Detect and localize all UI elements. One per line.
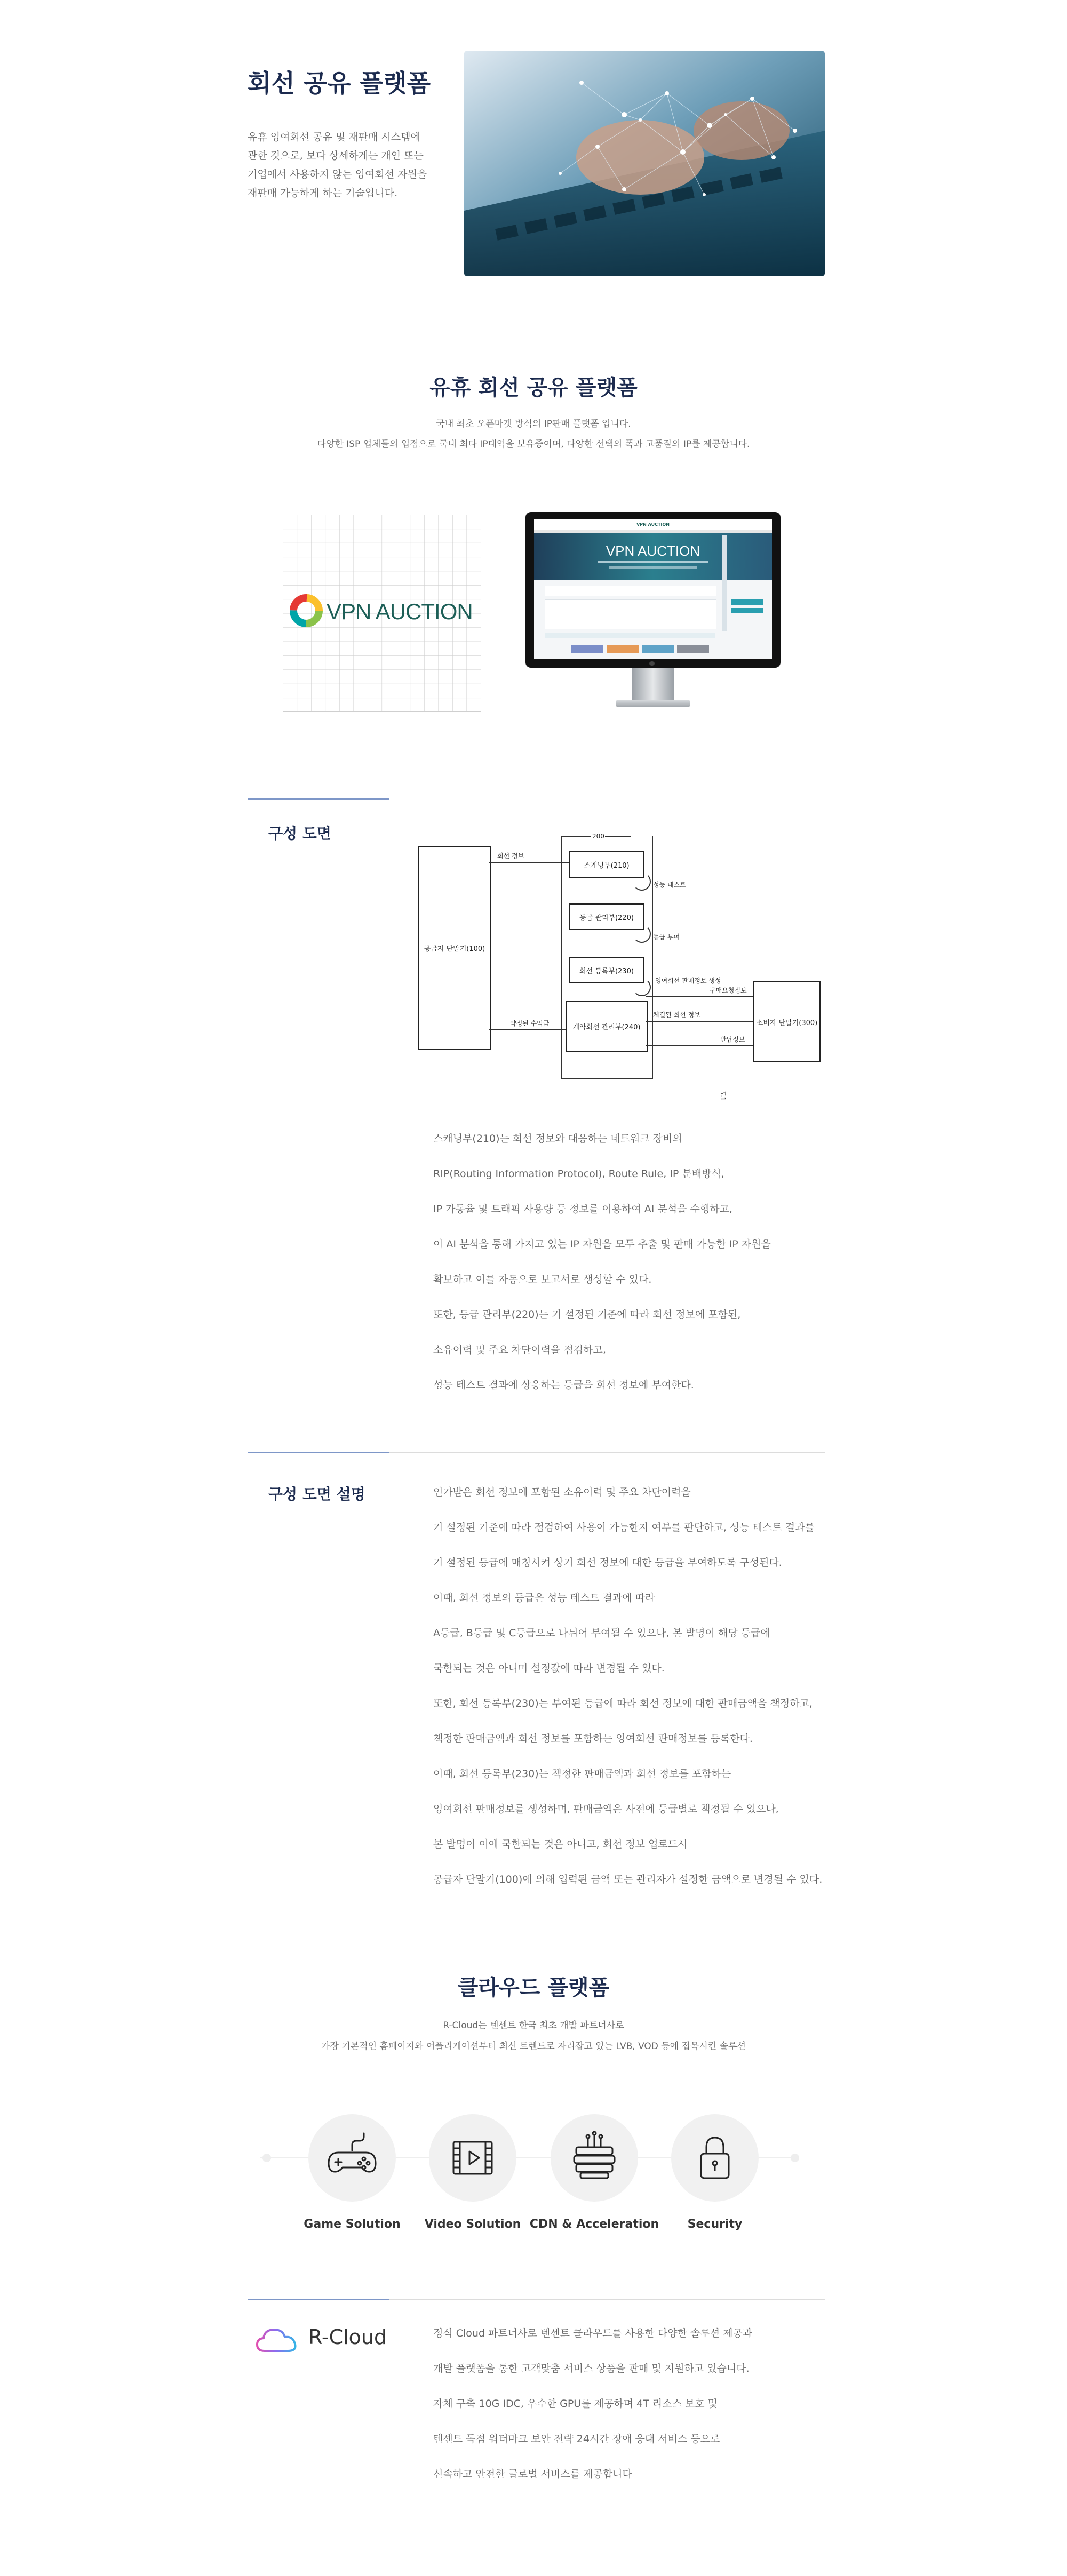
diagram-consumer-terminal: 소비자 단말기(300)	[753, 981, 821, 1062]
r-cloud-logo-icon	[255, 2325, 300, 2355]
diagram-supplier-terminal: 공급자 단말기(100)	[418, 846, 491, 1050]
cloud-subtitle-line: R-Cloud는 텐센트 한국 최초 개발 파트너사로	[443, 2020, 624, 2031]
diagram-label-200: 200	[592, 833, 604, 840]
video-icon	[429, 2114, 516, 2202]
diagram-label-revenue: 약정된 수익금	[510, 1020, 550, 1027]
connector-dot	[262, 2154, 271, 2162]
page-title: 회선 공유 플랫폼	[248, 69, 431, 98]
diagram-label-purchase-request: 구매요청정보	[710, 987, 747, 994]
diagram-label-grade-assign: 등급 부여	[653, 933, 680, 941]
cdn-acceleration-item[interactable]	[551, 2114, 638, 2202]
game-solution-label: Game Solution	[304, 2218, 401, 2231]
diagram-scanner: 스캐닝부(210)	[569, 851, 644, 878]
idle-subtitle-line: 다양한 ISP 업체들의 입점으로 국내 최다 IP대역을 보유중이며, 다양한 선택의 폭과 고품질의 IP를 제공합니다.	[317, 439, 750, 450]
diagram-grade-manager: 등급 관리부(220)	[569, 903, 644, 930]
vpn-auction-logo-text: VPN AUCTION	[327, 599, 473, 624]
intro-description: 유휴 잉여회선 공유 및 재판매 시스템에 관한 것으로, 보다 상세하게는 개인 또는 기업에서 사용하지 않는 잉여회선 자원을 재판매 가능하게 하는 기술입니다.	[248, 131, 427, 199]
cdn-acceleration-label: CDN & Acceleration	[529, 2218, 659, 2231]
laptop-hero-image	[464, 51, 825, 276]
cloud-subtitle-line: 가장 기본적인 홈페이지와 어플리케이션부터 최신 트렌드로 자리잡고 있는 LVB, VOD 등에 접목시킨 솔루션	[321, 2041, 746, 2052]
diagram-figure-label: 도1	[719, 1090, 727, 1101]
cloud-section-title: 클라우드 플랫폼	[457, 1975, 610, 2000]
r-cloud-description: 정식 Cloud 파트너사로 텐센트 클라우드를 사용한 다양한 솔루션 제공과 개발 플랫폼을 통한 고객맞춤 서비스 상품을 판매 및 지원하고 있습니다. 자체 구축 10G IDC, 우수한 GPU를 제공하며 4T 리소스 보호 및 텐센트 독점 워터마크 보안 전략 24시간 장애 응대 서비스 등으로 신속하고 안전한 글로벌 서비스를 제공합니다	[433, 2327, 753, 2480]
game-solution-item[interactable]	[308, 2114, 396, 2202]
section-divider	[248, 798, 389, 800]
system-diagram	[418, 831, 824, 1114]
diagram-description: 스캐닝부(210)는 회선 정보와 대응하는 네트워크 장비의 RIP(Routing Information Protocol), Route Rule, IP 분배방식, IP 가동율 및 트래픽 사용량 등 정보를 이용하여 AI 분석을 수행하고, 이 AI 분석을 통해 가지고 있는 IP 자원을 모두 추출 및 판매 가능한 IP 자원을 확보하고 이를 자동으로 보고서로 생성할 수 있다. 또한, 등급 관리부(220)는 기 설정된 기준에 따라 회선 정보에 포함된, 소유이력 및 주요 차단이력을 점검하고, 성능 테스트 결과에 상응하는 등급을 회선 정보에 부여한다.	[433, 1133, 771, 1391]
security-label: Security	[687, 2218, 743, 2231]
monitor-headline: VPN AUCTION	[606, 543, 700, 559]
lock-icon	[671, 2114, 759, 2202]
diagram-section-title: 구성 도면	[268, 825, 331, 842]
apple-logo-icon	[649, 661, 655, 666]
vpn-auction-logo-grid	[283, 515, 481, 712]
monitor-image	[525, 512, 781, 709]
monitor-brand: VPN AUCTION	[534, 519, 772, 530]
video-solution-item[interactable]	[429, 2114, 516, 2202]
diagram-line-register: 회선 등록부(230)	[569, 957, 644, 983]
section-divider	[389, 1452, 825, 1453]
r-cloud-brand: R-Cloud	[308, 2325, 387, 2349]
diagram-explanation: 인가받은 회선 정보에 포함된 소유이력 및 주요 차단이력을 기 설정된 기준에 따라 점검하여 사용이 가능한지 여부를 판단하고, 성능 테스트 결과를 기 설정된 등급에 매칭시켜 상기 회선 정보에 대한 등급을 부여하도록 구성된다. 이때, 회선 정보의 등급은 성능 테스트 결과에 따라 A등급, B등급 및 C등급으로 나뉘어 부여될 수 있으나, 본 발명이 해당 등급에 국한되는 것은 아니며 설정값에 따라 변경될 수 있다. 또한, 회선 등록부(230)는 부여된 등급에 따라 회선 정보에 대한 판매금액을 책정하고, 책정한 판매금액과 회선 정보를 포함하는 잉여회선 판매정보를 등록한다. 이때, 회선 등록부(230)는 책정한 판매금액과 회선 정보를 포함하는 잉여회선 판매정보를 생성하며, 판매금액은 사전에 등급별로 책정될 수 있으나, 본 발명이 이에 국한되는 것은 아니고, 회선 정보 업로드시 공급자 단말기(100)에 의해 입력된 금액 또는 관리자가 설정한 금액으로 변경될 수 있다.	[433, 1486, 823, 1885]
diagram-contract-manager: 계약회선 관리부(240)	[566, 1001, 648, 1052]
cdn-icon	[551, 2114, 638, 2202]
section-divider	[248, 1452, 389, 1453]
security-item[interactable]	[671, 2114, 759, 2202]
diagram-label-line-info: 회선 정보	[497, 852, 524, 860]
description-section-title: 구성 도면 설명	[268, 1485, 365, 1503]
diagram-label-contract-info: 체결된 회선 정보	[653, 1011, 700, 1019]
section-divider	[248, 2299, 389, 2300]
idle-section-title: 유휴 회선 공유 플랫폼	[429, 375, 638, 400]
diagram-label-return-info: 반납정보	[720, 1036, 745, 1043]
idle-subtitle-line: 국내 최초 오픈마켓 방식의 IP판매 플랫폼 입니다.	[436, 419, 631, 429]
section-divider	[389, 2299, 825, 2300]
connector-dot	[791, 2154, 799, 2162]
gamepad-icon	[308, 2114, 396, 2202]
diagram-label-sale-generation: 잉여회선 판매정보 생성	[655, 977, 721, 985]
diagram-label-performance-test: 성능 테스트	[653, 881, 686, 889]
video-solution-label: Video Solution	[424, 2218, 521, 2231]
